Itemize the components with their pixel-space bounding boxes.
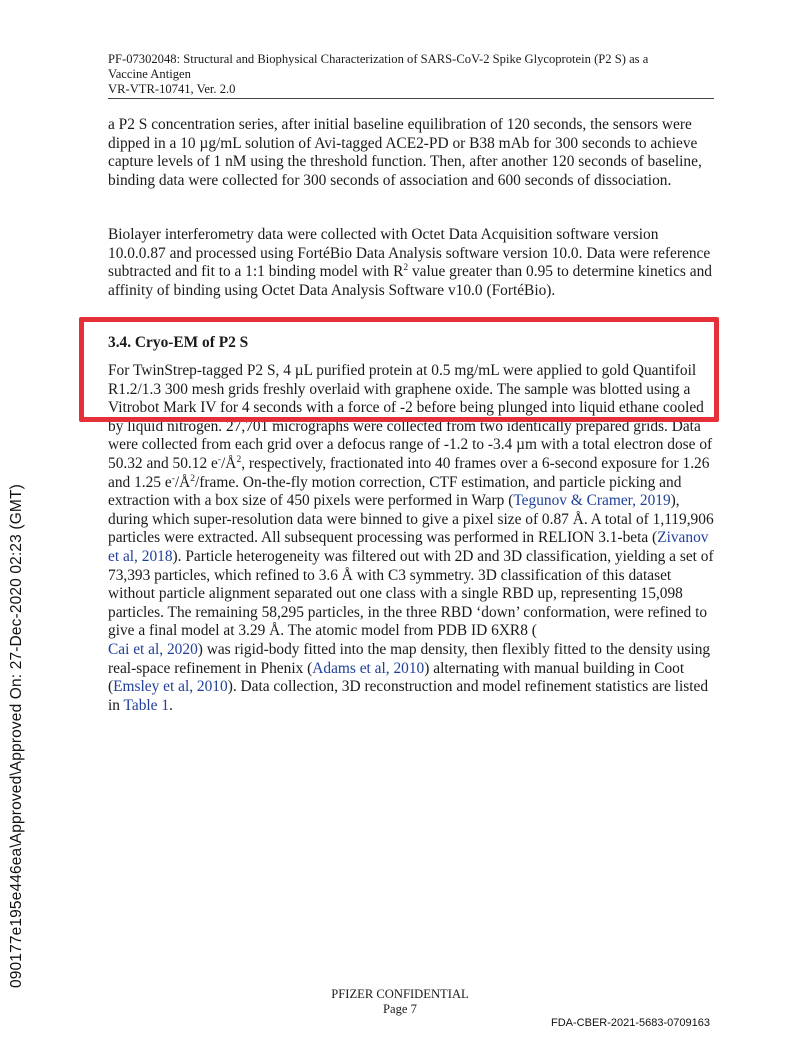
header-divider — [108, 98, 714, 99]
paragraph-biolayer-analysis — [108, 226, 714, 300]
para3-text: ). Particle heterogeneity was filtered out with 2D and 3D classification, yielding a set of 73,393 particles, which refined to 3.6 Å with C3 symmetry. 3D classification of this dataset without particle alignment separated out one class with a single RBD up, representing 15,098 particles. The remaining 58,295 particles, in the three RBD ‘down’ conformation, were refined to give a final model at 3.29 Å. The atomic model from PDB ID 6XR8 ( — [108, 547, 714, 640]
para2-text-b: value greater than 0.95 to determine kinetics and affinity of binding using Octet Data Analysis Software v10.0 (FortéBio). — [108, 263, 712, 299]
para3-text: /frame. On-the-fly motion correction, CTF estimation, and particle picking and extraction with a box size of 450 pixels were performed in Warp ( — [108, 473, 682, 510]
para3-text: ). Data collection, 3D reconstruction and model refinement statistics are listed in — [108, 678, 709, 714]
paragraph-cryo-em — [108, 362, 714, 715]
para3-text: . — [169, 696, 173, 714]
superscript-minus: - — [171, 473, 175, 484]
superscript-2: 2 — [403, 263, 409, 274]
superscript-2: 2 — [236, 454, 242, 465]
para2-text-a: Biolayer interferometry data were collected with Octet Data Acquisition software version 10.0.0.87 and processed using FortéBio Data Analysis software version 10.0. Data were reference subtracted and fit to a 1:1 binding model with R — [108, 226, 711, 281]
citation-emsley-link[interactable]: Emsley et al, 2010 — [113, 678, 228, 696]
para3-text: ) alternating with manual building in Coot ( — [108, 659, 685, 696]
section-heading: 3.4. Cryo-EM of P2 S — [108, 334, 249, 351]
approval-stamp: 090177e195e446ea\Approved\Approved On: 27-Dec-2020 02:23 (GMT) — [8, 484, 25, 988]
para3-text: , respectively, fractionated into 40 frames over a 6-second exposure for 1.26 and 1.25 e — [108, 454, 710, 491]
footer-confidential: PFIZER CONFIDENTIAL — [331, 987, 469, 1001]
document-header — [108, 52, 714, 97]
citation-adams-link[interactable]: Adams et al, 2010 — [312, 659, 425, 677]
document-id: FDA-CBER-2021-5683-0709163 — [551, 1017, 710, 1029]
header-title-line-1: PF-07302048: Structural and Biophysical Characterization of SARS-CoV-2 Spike Glycoprotein (P2 S) as a — [108, 52, 649, 66]
para3-text: /Å — [174, 473, 191, 491]
para3-text: For TwinStrep-tagged P2 S, 4 µL purified protein at 0.5 mg/mL were applied to gold Quantifoil R1.2/1.3 300 mesh grids freshly overlaid with graphene oxide. The sample was blotted using a Vitrobot Mark IV for 4 seconds with a force of -2 before being plunged into liquid ethane cooled by liquid nitrogen. 27,701 micrographs were collected from two identically prepared grids. Data were collected from each grid over a defocus range of -1.2 to -3.4 µm with a total electron dose of 50.32 and 50.12 e — [108, 362, 713, 472]
superscript-minus: - — [217, 454, 222, 465]
para3-text: ), during which super-resolution data were binned to give a pixel size of 0.87 Å. A total of 1,119,906 particles were extracted. All subsequent processing was performed in RELION 3.1-beta ( — [108, 492, 714, 547]
page-number: Page 7 — [383, 1002, 417, 1016]
paragraph-octet-protocol: a P2 S concentration series, after initial baseline equilibration of 120 seconds, the sensors were dipped in a 10 µg/mL solution of Avi-tagged ACE2-PD or B38 mAb for 300 seconds to achieve capture levels of 1 nM using the threshold function. Then, after another 120 seconds of baseline, binding data were collected for 300 seconds of association and 600 seconds of dissociation. — [108, 116, 702, 189]
para3-text: ) was rigid-body fitted into the map density, then flexibly fitted to the density using real-space refinement in Phenix ( — [108, 640, 711, 677]
header-title-line-2: Vaccine Antigen — [108, 67, 191, 81]
citation-cai-link[interactable]: Cai et al, 2020 — [108, 640, 198, 658]
citation-tegunov-link[interactable]: Tegunov & Cramer, 2019 — [513, 492, 671, 510]
header-version: VR-VTR-10741, Ver. 2.0 — [108, 82, 236, 96]
superscript-2: 2 — [190, 473, 196, 484]
para3-text: /Å — [221, 454, 237, 472]
citation-zivanov-link[interactable]: Zivanov et al, 2018 — [108, 529, 709, 565]
table-1-link[interactable]: Table 1 — [123, 696, 170, 714]
